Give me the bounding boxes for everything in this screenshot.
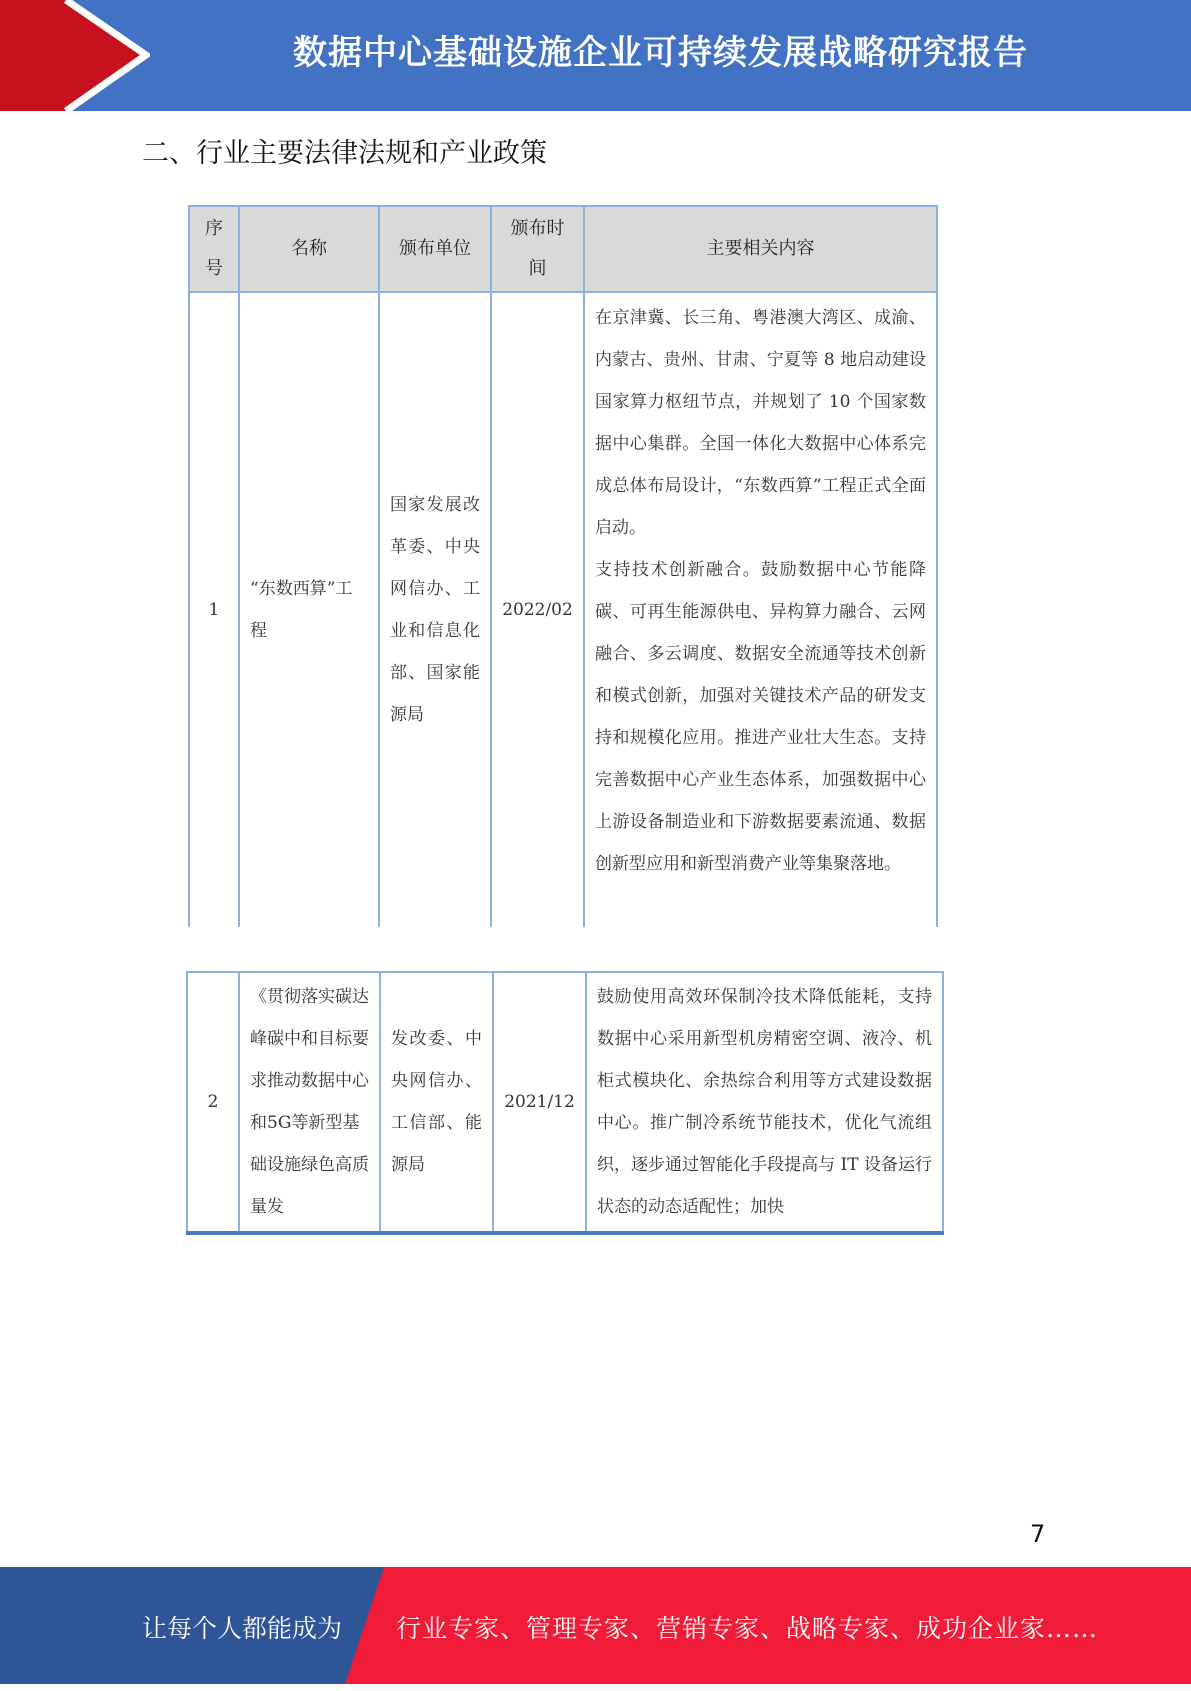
policy-name: 《贯彻落实碳达峰碳中和目标要求推动数据中心和5G等新型基础设施绿色高质量发 xyxy=(239,972,380,1233)
footer-banner xyxy=(0,1567,1191,1684)
issue-date: 2022/02 xyxy=(491,292,584,927)
section-heading: 二、行业主要法律法规和产业政策 xyxy=(142,138,547,169)
content-paragraph: 鼓励使用高效环保制冷技术降低能耗，支持数据中心采用新型机房精密空调、液冷、机柜式模块化、余热综合利用等方式建设数据中心。推广制冷系统节能技术，优化气流组织，逐步通过智能化手段提高与 IT 设备运行状态的动态适配性；加快 xyxy=(597,987,932,1217)
content-paragraph: 支持技术创新融合。鼓励数据中心节能降碳、可再生能源供电、异构算力融合、云网融合、多云调度、数据安全流通等技术创新和模式创新，加强对关键技术产品的研发支持和规模化应用。推进产业壮大生态。支持完善数据中心产业生态体系，加强数据中心上游设备制造业和下游数据要素流通、数据创新型应用和新型消费产业等集聚落地。 xyxy=(595,560,926,874)
policy-table xyxy=(188,205,938,927)
footer-slogan-left: 让每个人都能成为 xyxy=(142,1614,343,1643)
report-title: 数据中心基础设施企业可持续发展战略研究报告 xyxy=(293,33,1028,73)
page-number: 7 xyxy=(1030,1520,1046,1548)
content-paragraph: 在京津冀、长三角、粤港澳大湾区、成渝、内蒙古、贵州、甘肃、宁夏等 8 地启动建设国家算力枢纽节点，并规划了 10 个国家数据中心集群。全国一体化大数据中心体系完成总体布局设计，“东数西算”工程正式全面启动。 xyxy=(595,308,926,538)
issuing-unit: 国家发展改革委、中央网信办、工业和信息化部、国家能源局 xyxy=(379,292,491,927)
policy-content xyxy=(584,292,937,927)
issue-date: 2021/12 xyxy=(493,972,586,1233)
header-cell-unit: 颁布单位 xyxy=(379,206,491,292)
row-number: 2 xyxy=(187,972,239,1233)
header-cell-name: 名称 xyxy=(239,206,379,292)
table-row xyxy=(187,972,943,1233)
header-banner xyxy=(0,0,1191,111)
header-cell-content: 主要相关内容 xyxy=(584,206,937,292)
header-cell-date: 颁布时间 xyxy=(491,206,584,292)
row-number: 1 xyxy=(189,292,239,927)
policy-content xyxy=(586,972,943,1233)
policy-table-continued xyxy=(186,971,944,1235)
footer-slogan-right: 行业专家、管理专家、营销专家、战略专家、成功企业家…… xyxy=(396,1614,1099,1643)
issuing-unit: 发改委、中央网信办、工信部、能源局 xyxy=(380,972,493,1233)
header-cell-num: 序号 xyxy=(189,206,239,292)
table-row xyxy=(189,292,937,927)
policy-name: “东数西算”工程 xyxy=(239,292,379,927)
table-header-row xyxy=(189,206,937,292)
